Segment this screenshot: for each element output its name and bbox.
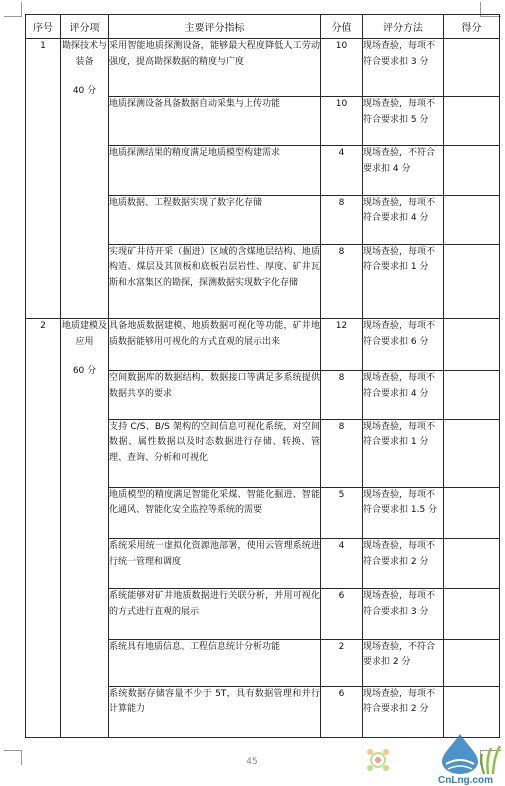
score-cell: 10: [321, 39, 363, 97]
indicator-cell: 空间数据库的数据结构、数据接口等满足多系统提供数据共享的要求: [109, 371, 321, 419]
points-cell: [444, 539, 500, 589]
header-no: 序号: [26, 15, 61, 39]
group-item-label: 勘探技术与装备: [61, 41, 107, 67]
group-item: [61, 319, 109, 738]
method-cell: 现场查验，每项不符合要求扣 6 分: [363, 319, 444, 371]
indicator-cell: 系统数据存储容量不少于 5T，具有数据管理和并行计算能力: [109, 686, 321, 737]
method-cell: 现场查验，每项不符合要求扣 4 分: [363, 195, 444, 244]
score-cell: 10: [321, 97, 363, 146]
method-cell: 现场查验，不符合要求扣 4 分: [363, 146, 444, 195]
indicator-cell: 支持 C/S、B/S 架构的空间信息可视化系统，对空间数据、属性数据以及时态数据进行存储、转换、管理、查询、分析和可视化: [109, 419, 321, 487]
points-cell: [444, 639, 500, 686]
score-cell: 6: [321, 589, 363, 639]
indicator-cell: 采用智能地质探测设备，能够最大程度降低人工劳动强度，提高勘探数据的精度与广度: [109, 39, 321, 97]
indicator-cell: 系统能够对矿井地质数据进行关联分析，并用可视化的方式进行直观的展示: [109, 589, 321, 639]
header-points: 得分: [444, 15, 500, 39]
indicator-cell: 地质模型的精度满足智能化采煤、智能化掘进、智能化通风、智能化安全监控等系统的需要: [109, 487, 321, 538]
site-logo-watermark: [360, 730, 505, 786]
method-cell: 现场查验，每项不符合要求扣 3 分: [363, 39, 444, 97]
header-method: 评分方法: [363, 15, 444, 39]
indicator-cell: 系统具有地质信息、工程信息统计分析功能: [109, 639, 321, 686]
group-number: 2: [26, 319, 61, 738]
points-cell: [444, 589, 500, 639]
points-cell: [444, 419, 500, 487]
table-row: [26, 39, 500, 97]
score-cell: 8: [321, 195, 363, 244]
method-cell: 现场查验，每项不符合要求扣 2 分: [363, 686, 444, 737]
indicator-cell: 地质数据、工程数据实现了数字化存储: [109, 195, 321, 244]
score-cell: 4: [321, 146, 363, 195]
group-number: 1: [26, 39, 61, 319]
group-item-total: 60 分: [72, 366, 97, 377]
score-cell: 6: [321, 686, 363, 737]
flower-icon: [367, 749, 389, 771]
header-score: 分值: [321, 15, 363, 39]
method-cell: 现场查验，每项不符合要求扣 3 分: [363, 589, 444, 639]
points-cell: [444, 244, 500, 318]
points-cell: [444, 146, 500, 195]
score-cell: 5: [321, 487, 363, 538]
score-cell: 8: [321, 371, 363, 419]
indicator-cell: 地质探测设备具备数据自动采集与上传功能: [109, 97, 321, 146]
group-item-total: 40 分: [72, 86, 97, 96]
points-cell: [444, 97, 500, 146]
crop-mark-bottom-left: [4, 750, 22, 765]
method-cell: 现场查验，每项不符合要求扣 5 分: [363, 97, 444, 146]
score-cell: 8: [321, 419, 363, 487]
points-cell: [444, 371, 500, 419]
method-cell: 现场查验，不符合要求扣 2 分: [363, 639, 444, 686]
page-number: 45: [246, 757, 258, 767]
points-cell: [444, 319, 500, 371]
crop-mark-top-left: [4, 2, 22, 17]
points-cell: [444, 195, 500, 244]
table-header-row: [26, 15, 500, 39]
water-drop-icon: [442, 734, 478, 774]
method-cell: 现场查验，每项不符合要求扣 1.5 分: [363, 487, 444, 538]
grass-icon: [481, 746, 500, 774]
method-cell: 现场查验，每项不符合要求扣 4 分: [363, 371, 444, 419]
table-row: [26, 319, 500, 371]
scoring-table: [25, 14, 500, 738]
indicator-cell: 地质探测结果的精度满足地质模型构建需求: [109, 146, 321, 195]
method-cell: 现场查验，每项不符合要求扣 1 分: [363, 419, 444, 487]
score-cell: 12: [321, 319, 363, 371]
group-item: [61, 39, 109, 319]
points-cell: [444, 39, 500, 97]
indicator-cell: 具备地质数据建模、地质数据可视化等功能，矿井地质数据能够用可视化的方式直观的展示出来: [109, 319, 321, 371]
header-indicator: 主要评分指标: [109, 15, 321, 39]
score-cell: 2: [321, 639, 363, 686]
indicator-cell: 系统采用统一虚拟化资源池部署，使用云管理系统进行统一管理和调度: [109, 539, 321, 589]
score-cell: 4: [321, 539, 363, 589]
method-cell: 现场查验，每项不符合要求扣 1 分: [363, 244, 444, 318]
watermark-text: CnLng.com: [438, 775, 493, 786]
score-cell: 8: [321, 244, 363, 318]
method-cell: 现场查验，每项不符合要求扣 2 分: [363, 539, 444, 589]
header-item: 评分项: [61, 15, 109, 39]
indicator-cell: 实现矿井待开采（掘进）区域的含煤地层结构、地质构造、煤层及其顶板和底板岩层岩性、厚度、矿井瓦斯和水富集区的勘探，探测数据实现数字化存储: [109, 244, 321, 318]
points-cell: [444, 487, 500, 538]
group-item-label: 地质建模及应用: [61, 321, 107, 347]
